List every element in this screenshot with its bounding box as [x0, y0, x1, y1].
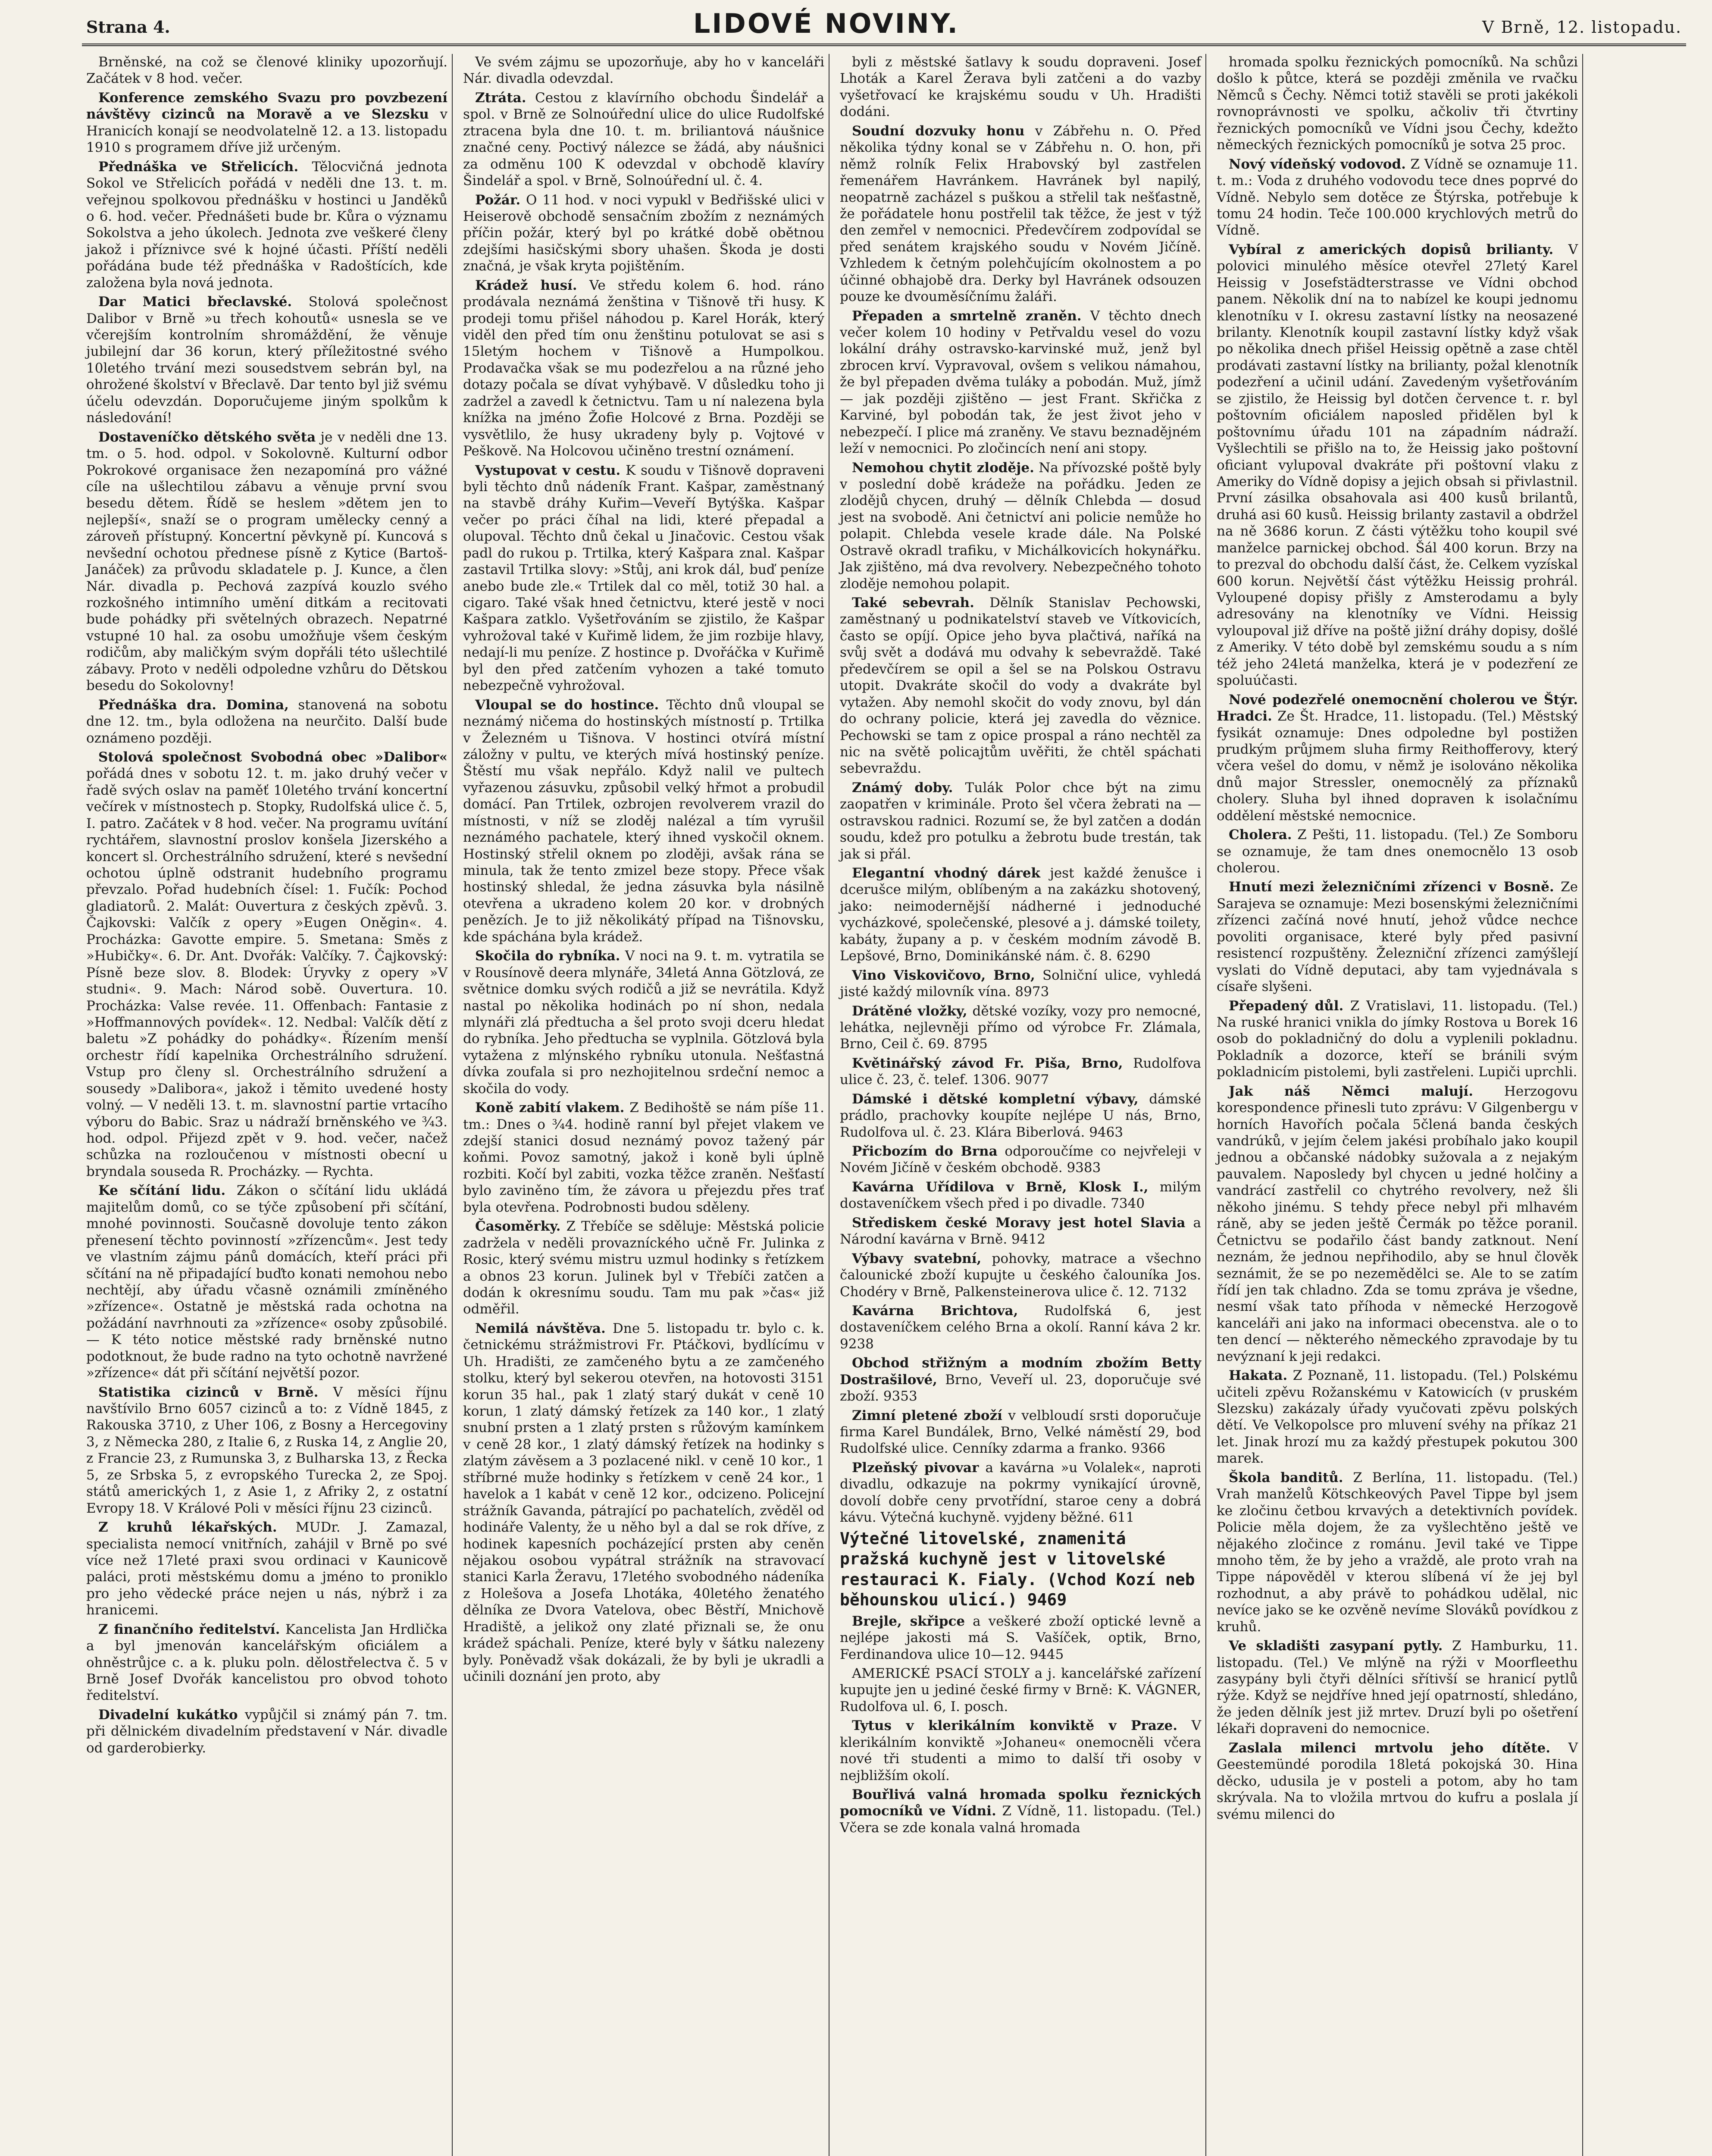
news-headline: Nemohou chytit zloděje.: [852, 460, 1034, 476]
news-headline: Škola banditů.: [1229, 1470, 1343, 1485]
news-headline: Časoměrky.: [475, 1219, 561, 1235]
news-text: Tělocvičná jednota Sokol ve Střelicích pořádá v neděli dne 13. t. m. veřejnou spolkovou přednášku v hostinci u Janděků o 6. hod. večer. Přednášeti bude br. Kůra o významu Sokolstva a jeho úkolech. Jednota zve veškeré členy jakož i příznivce své k hojné účasti. Příští neděli pořádána bude též přednáška v Radoštících, kde založena byla nová jednota.: [86, 159, 448, 291]
news-text: znamenitá pražská kuchyně jest v litovelské restauraci K. Fialy. (Vchod Kozí neb běhounskou ulicí.) 9469: [840, 1529, 1195, 1610]
news-item: [840, 54, 1201, 120]
news-text: a Národní kavárna v Brně. 9412: [840, 1215, 1201, 1247]
news-headline: Dámské i dětské kompletní výbavy,: [852, 1091, 1139, 1107]
news-headline: Z finančního ředitelství.: [98, 1621, 280, 1637]
news-text: Kancelista Jan Hrdlička a byl jmenován kancelářským oficiálem a ohněstrůjce c. a k. pluku poln. dělostřelectva č. 5 v Brně Josef Dvořák kancelistou pro obvod tohoto ředitelství.: [86, 1621, 448, 1704]
news-text: V měsíci říjnu navštívilo Brno 6057 cizinců a to: z Vídně 1845, z Rakouska 3710, z Uher 106, z Bosny a Hercegoviny 3, z Německa 280, z Italie 6, z Ruska 14, z Anglie 20, z Francie 23, z Rumunska 3, z Bulharska 13, z Řecka 5, ze Srbska 5, z evropského Turecka 2, ze Spoj. států amerických 1, z Asie 1, z Afriky 2, z ostatní Evropy 18. V Králové Poli v měsíci říjnu 23 cizinců.: [86, 1384, 448, 1516]
news-item: [1217, 156, 1578, 239]
news-headline: Stolová společnost Svobodná obec »Dalibor«: [98, 749, 448, 765]
news-text: pohovky, matrace a všechno čalounické zboží kupujte u českého čalouníka Jos. Chodéry v Brně, Palkensteinerova ulice č. 12. 7132: [840, 1250, 1201, 1300]
news-headline: Obchod střižným a modním zbožím Betty Dostrašilové,: [840, 1355, 1201, 1388]
news-text: MUDr. J. Zamazal, specialista nemocí vnitřních, zahájil v Brně po své více než 17leté praxi svou ordinaci v Kaunicově paláci, proti městskému domu a jméno to proniklo pro jeho vědecké práce nejen u nás, nýbrž i za hranicemi.: [86, 1520, 448, 1618]
news-text: Dělník Stanislav Pechowski, zaměstnaný u podnikatelství staveb ve Vítkovicích, často se opíjí. Opice jeho byva plačtivá, naříká na svůj svět a dodává mu odvahy k sebevraždě. Také předevčírem se opil a šel se na Polskou Ostravu utopit. Dvakráte skočil do vody a dvakráte byl vytažen. Aby nemohl skočit do vody znovu, byl dán do ochrany policie, která jej zavedla do věznice. Pechowski se tam z opice prospal a ráno nechtěl za nic na světě policajtům uvěřiti, že chtěl spáchati sebevraždu.: [840, 595, 1201, 777]
news-text: Rudolfova ulice č. 23, č. telef. 1306. 9077: [840, 1055, 1201, 1088]
news-text: byli z městské šatlavy k soudu dopraveni. Josef Lhoták a Karel Žerava byli zatčeni a do vazby vyšetřovací ke krajskému soudu v Uh. Hradišti dodáni.: [840, 54, 1201, 120]
news-text: K soudu v Tišnově dopraveni byli těchto dnů nádeník Frant. Kašpar, zaměstnaný na stavbě dráhy Kuřim—Veveří Bytýška. Kašpar večer po práci číhal na lidi, které přepadal a olupoval. Těchto dnů čekal u Jinačovic. Cestou však padl do rukou p. Trtilka, který Kašpara znal. Kašpar zastavil Trtilka slovy: »Stůj, ani krok dál, buď peníze anebo bude zle.« Trtilek dal co měl, totiž 30 hal. a cigaro. Také však hned četnictvu, které jestě v noci Kašpara zatklo. Vyšetřováním se zjistilo, že Kašpar vyhrožoval také v Kuřimě lidem, že jim rozbije hlavy, nedají-li mu peníze. Z hostince p. Dvořáčka v Kuřimě byl den před zatčením vyhozen a také tomuto nebezpečně vyhrožoval.: [463, 462, 824, 694]
news-item: [1217, 1638, 1578, 1737]
news-item: [86, 294, 448, 426]
news-item: [86, 159, 448, 291]
news-headline: Ke sčítání lidu.: [98, 1183, 226, 1199]
news-text: jest každé ženušce i dcerušce milým, oblíbeným a na zakázku shotovený, jako: neimodernější nádherné i jednoduché vycházkové, společenské, plesové a j. dámské toilety, kabáty, župany a p. v českém modním závodě B. Lepšové, Brno, Dominikánské nám. č. 8. 6290: [840, 865, 1201, 964]
news-item: [463, 462, 824, 694]
news-headline: Hakata.: [1229, 1368, 1288, 1384]
news-item: [840, 1529, 1201, 1611]
news-item: [840, 1303, 1201, 1352]
news-item: [840, 1055, 1201, 1088]
news-item: [86, 54, 448, 87]
news-text: Herzogovu korespondence přinesli tuto zprávu: V Gilgenbergu v horních Havořích počala 5člená banda českých vandrúků, v jejím čelem jakési probíhalo jako koupil jednou a občanské nádobky sužovala a z nejakým pauvalem. Naposledy byl chycen u jedné holčiny a vandrácí zastřelil co chytrého revolvery, než šli někoho jinému. S tehdy přece nebyl při mlhavém ráně, aby se jeden ještě Čermák po těžce poranil. Četnictvu se podařilo část bandy zatknout. Není neznám, že jednou nepřihodilo, aby se hnul člověk seznámit, že se po nezemědělci se. Ale to se zatím řídí jen tak chladno. Zda se tomu zpráva je všedne, nesmí však tato příhoda v německé Herzogově kanceláři ani jako na informaci obecenstva. ale o to ten dencí — některého německého zpravodaje by tu nevýznaní k jeji redakci.: [1217, 1083, 1578, 1364]
news-item: [463, 277, 824, 460]
news-item: [1217, 1083, 1578, 1365]
news-headline: Konference zemského Svazu pro povzbezení návštěvy cizinců na Moravě a ve Slezsku: [86, 90, 448, 122]
news-item: [86, 697, 448, 746]
news-headline: Drátěné vložky,: [852, 1003, 967, 1019]
news-headline: Kavárna Uřídilova v Brně, Klosk I.,: [852, 1179, 1149, 1195]
news-item: [1217, 54, 1578, 154]
news-text: V klerikálním konviktě »Johaneu« onemocněli včera nové tři studenti a mimo to další tři osoby v nejbližším okolí.: [840, 1718, 1202, 1783]
news-headline: Vybíral z amerických dopisů brilianty.: [1229, 241, 1554, 257]
news-headline: Vloupal se do hostince.: [475, 697, 659, 713]
news-text: Z Vídně, 11. listopadu. (Tel.) Včera se zde konala valná hromada: [840, 1803, 1201, 1836]
news-item: [1217, 998, 1578, 1081]
news-item: [840, 1613, 1201, 1663]
news-text: AMERICKÉ PSACÍ STOLY a j. kancelářské zařízení kupujte jen u jediné české firmy v Brně: K. VÁGNER, Rudolfova ul. 6, I. posch.: [840, 1665, 1201, 1714]
news-text: Z Bedihoště se nám píše 11. tm.: Dnes o ¾4. hodině ranní byl přejet vlakem ve zdejší stanici dosud neznámý povoz tažený pár koňmi. Povoz samotný, jakož i koně byli úplně rozbiti. Kočí byl zabiti, vozka těžce zraněn. Nešťastí bylo zaviněno tím, že závora u přejezdu přes trať byla otevřena. Podrobnosti budou sděleny.: [463, 1100, 824, 1215]
news-text: Ze Sarajeva se oznamuje: Mezi bosenskými železničními zřízenci začíná nové hnutí, jehož vůdce nechce povoliti organisace, které byly před pasivní resistencí rozpuštěny. Železniční zřízenci zamýšlejí vyslati do Vídně deputaci, aby tam vyjednávala s císaře slyšeni.: [1217, 879, 1578, 995]
news-item: [463, 948, 824, 1097]
news-headline: Nemilá návštěva.: [475, 1320, 606, 1336]
column-5-edge: [1589, 54, 1710, 2156]
news-headline: Koně zabití vlakem.: [475, 1100, 625, 1116]
news-item: [840, 1091, 1201, 1141]
news-text: dětské vozíky, vozy pro nemocné, lehátka, nejlevněji přímo od výrobce Fr. Zlámala, Brno, Ceil č. 69. 8795: [840, 1003, 1201, 1052]
news-text: Solniční ulice, vyhledá jisté každý milovník vína. 8973: [840, 967, 1201, 1000]
news-item: [1217, 1367, 1578, 1467]
news-headline: Elegantní vhodný dárek: [852, 865, 1041, 881]
news-headline: Květinářský závod Fr. Piša, Brno,: [852, 1055, 1123, 1071]
news-text: Ve středu kolem 6. hod. ráno prodávala neznámá ženština v Tišnově tři husy. K prodeji tomu přišel náhodou p. Karel Horák, který viděl den před tím onu ženštinu potulovat se asi s 15letým hochem v Tišnově a Humpolkou. Prodavačka však se mu podezřelou a na různé jeho dotazy počala se dívat vyhýbavě. V důsledku toho ji zadržel a zavedl k četnictvu. Tam u ní nalezena byla knížka na jméno Žofie Holcové z Brna. Později se vysvětlilo, že husy ukradeny byly p. Vojtové v Peškově. Na Holcovou učiněno trestní oznámení.: [463, 277, 824, 459]
news-item: [840, 1179, 1201, 1212]
news-text: V těchto dnech večer kolem 10 hodiny v Petřvaldu vesel do vozu lokální dráhy ostravsko-karvinské muž, jenž byl zbrocen krví. Vypravoval, ovšem s velikou námahou, že byl přepaden dvěma tuláky a pobodán. Muž, jímž — jak později zjištěno — jest Frant. Skřička z Karviné, byl pobodán tak, že jest život jeho v nebezpečí. I plice má zraněny. Ve stavu beznadějném leží v nemocnici. Po zločincích není ani stopy.: [840, 308, 1201, 457]
news-item: [1217, 1740, 1578, 1823]
news-headline: Ztráta.: [475, 90, 526, 106]
news-headline: Přednáška dra. Domina,: [98, 697, 289, 713]
news-item: [86, 1519, 448, 1619]
news-text: a kavárna »u Volalek«, naproti divadlu, odkazuje na pokrmy vynikající úrovně, dovolí dobře ceny prvotřídní, staroe ceny a dobrá kávu. Výtečná kuchyně. vyjdeny běžné. 611: [840, 1460, 1202, 1526]
news-headline: Brejle, skřipce: [852, 1613, 965, 1629]
article-columns: [82, 54, 1686, 2156]
news-item: [840, 1717, 1201, 1784]
news-headline: Plzeňský pivovar: [852, 1460, 979, 1476]
news-text: milým dostaveníčkem všech před i po divadle. 7340: [840, 1179, 1201, 1212]
news-headline: Hnutí mezi železničními zřízenci v Bosně.: [1229, 879, 1554, 895]
news-text: v velbloudí srsti doporučuje firma Karel Bundálek, Brno, Velké náměstí 29, bod Rudolfské ulice. Cenníky zdarma a franko. 9366: [840, 1407, 1201, 1457]
news-text: dámské prádlo, prachovky koupíte nejlépe U nás, Brno, Rudolfova ul. č. 23. Klára Biberlová. 9463: [840, 1091, 1201, 1140]
news-headline: Výtečné litovelské,: [840, 1529, 1027, 1548]
news-item: [86, 749, 448, 1180]
news-item: [86, 90, 448, 156]
news-headline: Nové podezřelé onemocnění cholerou ve Štýr. Hradci.: [1217, 692, 1578, 724]
news-headline: Divadelní kukátko: [98, 1707, 238, 1723]
news-headline: Přepaden a smrtelně zraněn.: [852, 308, 1082, 324]
news-headline: Výbavy svatební,: [852, 1250, 982, 1266]
news-headline: Z kruhů lékařských.: [98, 1520, 277, 1536]
news-headline: Tytus v klerikálním konviktě v Praze.: [852, 1718, 1178, 1734]
news-headline: Soudní dozvuky honu: [852, 123, 1025, 139]
news-text: V Geestemündé porodila 18letá pokojská 30. Hina děcko, udusila je v posteli a potom, aby ho tam skrývala. Na to vložila mrtvou do kufru a poslala jí svému milenci do: [1217, 1740, 1578, 1822]
news-item: [86, 1707, 448, 1756]
news-text: Z Berlína, 11. listopadu. (Tel.) Vrah manželů Kötschkeových Pavel Tippe byl jsem ke zločinu četbou krvavých a detektivních povídek. Policie měla dojem, že za vyšlechtěno ještě ve nějakého zločince z románu. Jevil také ve Tippe mnoho těm, že by jeho a vraždě, ale proto vrah na Tippe nápověděl v kterou slíbená ví že jej byl rozhodnut, a aby právě to pohádkou udělal, nic nevíce jako se ke ozvěně nevíme Slováků povídkou z kruhů.: [1217, 1470, 1578, 1635]
news-item: [840, 865, 1201, 965]
news-headline: Zimní pletené zboží: [852, 1407, 1002, 1423]
news-text: hromada spolku řeznických pomocníků. Na schůzi došlo k půtce, která se později změnila ve rvačku Němců s Čechy. Němci totiž stavěli se proti jakékoli rovnoprávnosti ve spolku, ačkoliv tři čtvrtiny řeznických pomocníků ve Vídni jsou Čechy, kdežto německých řeznických pomocníků je sotva 25 proc.: [1217, 54, 1578, 153]
news-item: [840, 1250, 1201, 1300]
column-1: [82, 54, 453, 2156]
news-text: Tulák Polor chce být na zimu zaopatřen v kriminále. Proto šel včera žebrati na — ostravskou radnici. Rozumí se, že byl zatčen a dodán soudu, kdež pro potulku a žebrotu bude trestán, tak jak si přál.: [840, 780, 1201, 862]
news-headline: Známý doby.: [852, 780, 953, 796]
news-headline: Zaslala milenci mrtvolu jeho dítěte.: [1229, 1740, 1551, 1756]
news-item: [463, 697, 824, 946]
column-3: [836, 54, 1206, 2156]
news-text: V noci na 9. t. m. vytratila se v Rousínově deera mlynáře, 34letá Anna Götzlová, ze světnice domku svých rodičů a již se nevrátila. Když nastal po několika hodinách po ní shon, nedala mlynáři zlá předtucha a šel proto svoji dceru hledat do rybníka. Jeho předtucha se vyplnila. Götzlová byla vytažena z mlýnského rybníku utonula. Nešťastná dívka zoufala si pro nezhojitelnou srdeční nemoc a skočila do vody.: [463, 948, 824, 1097]
news-item: [840, 123, 1201, 305]
news-item: [1217, 692, 1578, 824]
news-text: Brněnské, na což se členové kliniky upozorňují. Začátek v 8 hod. večer.: [86, 54, 448, 87]
news-headline: Přepadený důl.: [1229, 998, 1344, 1014]
news-headline: Přednáška ve Střelicích.: [98, 159, 299, 175]
masthead: [82, 8, 1686, 46]
issue-date: V Brně, 12. listopadu.: [1482, 18, 1682, 37]
news-text: vypůjčil si známý pán 7. tm. při dělnickém divadelním představení v Nár. divadle od garderobierky.: [86, 1707, 448, 1756]
news-item: [840, 1355, 1201, 1404]
news-item: [840, 1786, 1201, 1836]
news-item: [86, 1621, 448, 1704]
news-headline: Jak náš Němci malují.: [1229, 1083, 1474, 1099]
news-text: Brno, Veveří ul. 23, doporučuje své zboží. 9353: [840, 1372, 1201, 1404]
news-text: Těchto dnů vloupal se neznámý ničema do hostinských místností p. Trtilka v Železném u Tišnova. V hostinci otvírá místní záložny v pultu, ve kterých mívá hostinský peníze. Štěstí mu však nepřálo. Když nalil ve pultech vyřazenou zásuvku, způsobil velký hřmot a probudil domácí. Pan Trtilek, ozbrojen revolverem vrazil do místnosti, v níž se zloděj nalézal a tím vyrušil neznámého pachatele, který ihned vyskočil oknem. Hostinský střelil oknem po zloději, avšak rána se minula, tak že tento zmizel beze stopy. Přece však hostinský shledal, že jedna zásuvka byla násilně otevřena a ukradeno kolem 20 kor. v drobných penězích. Je to již několikátý případ na Tišnovsku, kde spáchána byla krádež.: [463, 697, 825, 945]
news-item: [840, 460, 1201, 592]
news-text: V polovici minulého měsíce otevřel 27letý Karel Heissig v Josefstädterstrasse ve Vídni obchod panem. Několik dní na to nabízel ke koupi jednomu klenotníku v I. okresu zastavní lístky na neosazené brilanty. Klenotník koupil zastavní lístky když však po několika dnech přišel Heissig opětně a zase chtěl prodávati zastavní lístky na brilianty, požal klenotník podezření a učinil udání. Zavedeným vyšetřováním se zjistilo, že Heissig byl dotčen července t. r. byl poštovním oficiálem naposled přidělen byl k poštovnímu úřadu 101 na západním nádraží. Vyšlechtili se přišlo na to, že Heissig jako poštovní oficiant vylupoval dvakráte při poštovní vlaku z Ameriky do Vídně dopisy a jejich obsah si přivlastnil. První zásilka obsahovala asi 400 kusů brilantů, druhá asi 60 kusů. Heissig brilanty zastavil a obdržel na ně 3686 korun. Z části výtěžku toho koupil své manželce parnickej obchod. Šál 400 korun. Brzy na to prezval do obchodu další část, že. Celkem vyzískal 600 korun. Největší část výtěžku Heissig prohrál. Vyloupené dopisy přišly z Amsterodamu a byly adresovány na klenotníky ve Vídni. Heissig vyloupoval již dříve na poště jižní dráhy dopisy, došlé z Ameriky. V této době byl zemskému soudu a s ním též jeho 24letá manželka, která je v podezření ze spoluúčasti.: [1217, 241, 1578, 689]
news-text: Na přívozské poště byly v poslední době krádeže na pořádku. Jeden ze zlodějů chycen, druhý — dělník Chlebda — dosud jest na svobodě. Ani četnictví ani policie nemůže ho polapit. Chlebda vesele krade dále. Na Polské Ostravě okradl trafiku, v Michálkovicích hokynářku. Jak zjištěno, má dva revolvery. Nebezpečného tohoto zloděje nemohou polapit.: [840, 460, 1201, 592]
news-headline: Cholera.: [1229, 827, 1292, 843]
news-item: [840, 308, 1201, 457]
page-number: Strana 4.: [86, 17, 170, 37]
news-item: [840, 1407, 1201, 1457]
news-text: odporoučíme co nejvřeleji v Novém Jičíně v českém obchodě. 9383: [840, 1144, 1201, 1176]
news-text: Stolová společnost Dalibor v Brně »u třech kohoutů« usnesla se ve včerejším kontrolním shromáždění, že věnuje jubilejní dar 36 korun, který příležitostné svého 10letého trvání mezi sousedstvem sebrán byl, na ohrožené školství v Břeclavě. Dar tento byl již svému účelu odevzdán. Doporučujeme jiným spolkům k následování!: [86, 294, 448, 426]
column-2: [459, 54, 829, 2156]
news-headline: Také sebevrah.: [852, 595, 974, 611]
news-text: Z Třebíče se sděluje: Městská policie zadržela v neděli provazníckého učně Fr. Julinka z Rosic, který svému mistru uzmul hodinky s řetízkem a obnos 23 korun. Julinek byl v Třebíči zatčen a dodán k okresnímu soudu. Tam mu pak »čas« již odměřil.: [463, 1219, 824, 1317]
news-headline: Ve skladišti zasypaní pytly.: [1229, 1638, 1443, 1654]
news-headline: Požár.: [475, 192, 521, 208]
news-item: [1217, 827, 1578, 876]
news-item: [1217, 1470, 1578, 1635]
news-text: Z Pešti, 11. listopadu. (Tel.) Ze Somboru se oznamuje, že tam dnes onemocnělo 13 osob cholerou.: [1217, 827, 1578, 876]
news-text: pořádá dnes v sobotu 12. t. m. jako druhý večer v řadě svých oslav na paměť 10letého trvání koncertní večírek v místnostech p. Stopky, Rudolfská ulice č. 5, I. patro. Začátek v 8 hod. večer. Na programu uvítání rychtářem, slavnostní proslov konšela Jizerského a koncert sl. Orchestrálního sdružení, které s nevšední ochotou úplně odstranit hudebního programu převzalo. Pořad hudebních čísel: 1. Fučík: Pochod gladiatorů. 2. Malát: Ouvertura z českých zpěvů. 3. Čajkovski: Valčík z opery »Eugen Oněgin«. 4. Procházka: Gavotte empire. 5. Smetana: Směs z »Hubičky«. 6. Dr. Ant. Dvořák: Valčíky. 7. Čajkovský: Písně beze slov. 8. Blodek: Úryvky z opery »V studni«. 9. Mach: Národ sobě. Ouvertura. 10. Procházka: Valse revée. 11. Offenbach: Fantasie z »Hoffmannových povídek«. 12. Nedbal: Valčík dětí z baletu »Z pohádky do pohádky«. Řízením menší orchestr řídí kapelnika Orchestrálního sdružení. Vstup pro členy sl. Orchestrálního sdružení a sousedy »Dalibora«, jakož i těmito uvedené hosty volný. — V neděli 13. t. m. slavnostní partie vrtacího výboru do Babic. Sraz u nádraží brněnského ve ¾3. hod. odpol. Přijezd zpět v 9. hod. večer, načež schůzka na rozloučenou v místnosti obecní u bryndala souseda R. Procházky. — Rychta.: [86, 766, 448, 1179]
newspaper-title: LIDOVÉ NOVINY.: [693, 8, 959, 39]
news-headline: Přicbozím do Brna: [852, 1144, 998, 1159]
news-text: je v neděli dne 13. tm. o 5. hod. odpol. v Sokolovně. Kulturní odbor Pokrokové organisace žen nezapomíná pro vážné cíle na ušlechtilou zábavu a věnuje první svou besedu dětem. Řídě se heslem »dětem jen to nejlepší«, snaží se o program umělecky cenný a zároveň přístupný. Koncertní pěvkyně pí. Kuncová s nevšední ochotou přednese písně z Kytice (Bartoš-Janáček) za průvodu skladatele p. J. Kunce, a člen Nár. divadla p. Pechová zazpívá kouzlo svého rozkošného intimního umění ditkám a recitovati bude pohádky při světelných obrazech. Nepatrné vstupné 10 hal. za osobu umožňuje všem českým rodičům, aby maličkým svým dopřáli této ušlechtilé zábavy. Proto v neděli odpoledne vzhůru do Dětskou besedu do Sokolovny!: [86, 429, 448, 694]
news-headline: Krádež husí.: [475, 277, 577, 293]
column-4: [1212, 54, 1583, 2156]
news-item: [86, 1182, 448, 1381]
news-item: [840, 595, 1201, 777]
news-item: [840, 1665, 1201, 1715]
news-text: Z Poznaně, 11. listopadu. (Tel.) Polskému učiteli zpěvu Rožanskému v Katowicích (v pruském Slezsku) zakázaly úřady vyučovati zpěvu polských dětí. Ve Velkopolsce pro mluvení svéhy na příkaz 21 let. Jinak hrozí mu za každý přestupek pokutou 300 marek.: [1217, 1368, 1578, 1467]
news-headline: Nový vídeňský vodovod.: [1229, 156, 1406, 172]
news-text: Zákon o sčítání lidu ukládá majitelům domů, co se týče způsobení při sčítání, mnohé povinnosti. Současně dovoluje tento zákon přenesení těchto povinností »zřízencům«. Jest tedy ve vlastním zájmu pánů domácích, kteří práci při sčítání na ně připadající buďto konati nemohou nebo nechtějí, aby úřadu včasně oznámili zmíněného »zřízence«. Ostatně je městská rada ochotna na požádání navrhnouti za »zřízence« osoby způsobilé. — K této notice městské rady brněnské nutno podotknout, že bude radno na tyto ochotně navržené »zřízence« dát při sčítání největší pozor.: [86, 1183, 448, 1381]
news-text: stanovená na sobotu dne 12. tm., byla odložena na neurčito. Další bude oznámeno později.: [86, 697, 448, 746]
news-headline: Vino Viskovičovo, Brno,: [852, 967, 1035, 983]
news-text: v Hranicích konají se neodvolatelně 12. a 13. listopadu 1910 s programem dříve již určeným.: [86, 107, 448, 156]
news-headline: Vystupovat v cestu.: [475, 462, 621, 478]
news-text: Z Vídně se oznamuje 11. t. m.: Voda z druhého vodovodu tece dnes poprvé do Vídně. Nebylo sem dotěce ze Štýrska, potřebuje k tomu 24 hodin. Teče 100.000 krychlových metrů do Vídně.: [1217, 156, 1578, 238]
news-item: [86, 429, 448, 694]
news-headline: Statistika cizinců v Brně.: [98, 1384, 319, 1400]
news-item: [463, 192, 824, 275]
news-text: Cestou z klavírního obchodu Šindelář a spol. v Brně ze Solnoúřední ulice do ulice Rudolfské ztracena byla dne 10. t. m. briliantová náušnice značné ceny. Poctivý nálezce se žádá, aby náušnici za odměnu 100 K odevzdal v obchodě klavíry Šindelář a spol. v Brně, Solnoúřední ul. č. 4.: [463, 90, 824, 189]
news-headline: Kavárna Brichtova,: [852, 1303, 1018, 1319]
news-item: [1217, 879, 1578, 995]
news-item: [840, 780, 1201, 862]
news-text: a veškeré zboží optické levně a nejlépe jakosti má S. Vašíček, optik, Brno, Ferdinandova ulice 10—12. 9445: [840, 1613, 1201, 1662]
news-headline: Bouřlivá valná hromada spolku řeznických pomocníků ve Vídni.: [840, 1787, 1201, 1819]
news-text: Rudolfská 6, jest dostaveníčkem celého Brna a okolí. Ranní káva 2 kr. 9238: [840, 1303, 1201, 1352]
news-headline: Dostaveníčko dětského světa: [98, 429, 316, 445]
news-text: O 11 hod. v noci vypukl v Bedřišské ulici v Heiserově obchodě sensačním zbožím z neznámých příčin požár, který byl po krátké době obětnou zdejšími hasičskými sbory uhašen. Škoda je dosti značná, je však kryta pojištěním.: [463, 192, 825, 274]
news-headline: Střediskem české Moravy jest hotel Slavia: [852, 1215, 1186, 1231]
news-item: [840, 1143, 1201, 1176]
news-item: [463, 54, 824, 87]
news-item: [840, 1003, 1201, 1053]
news-text: v Zábřehu n. O. Před několika týdny konal se v Zábřehu n. O. hon, při němž rolník Felix Hrabovský byl zastřelen řemenářem Havránkem. Havránek byl napilý, neopatrně zacházel s puškou a střelil tak nešťastně, že pořádatele honu postřelil tak těžce, že jest v týž den zemřel v nemocnici. Předevčírem zodpovídal se před senátem krajského soudu v Novém Jičíně. Vzhledem k četným polehčujícím okolnostem a po účinné obhajobě dra. Derky byl Havránek odsouzen pouze ke dvouměsíčnímu žaláři.: [840, 123, 1201, 305]
news-text: Ze Št. Hradce, 11. listopadu. (Tel.) Městský fysikát oznamuje: Dnes odpoledne byl postižen prudkým průjmem sluha firmy Reithofferovy, který včera vešel do domu, v němž je isolováno několika dnů major Stressler, onemocnělý za příznaků cholery. Sluha byl ihned dopraven k isolačnímu oddělení městské nemocnice.: [1217, 708, 1578, 824]
news-headline: Dar Matici břeclavské.: [98, 294, 292, 310]
news-text: Dne 5. listopadu tr. bylo c. k. četnickému strážmistrovi Fr. Ptáčkovi, bydlícímu v Uh. Hradišti, ze zamčeného bytu a ze zamčeného stolku, který byl sekerou otevřen, na hotovosti 3151 korun 35 hal., pak 1 zlatý starý dukát v ceně 10 korun, 1 zlatý dámský řetízek za 140 kor., 1 zlatý snubní prsten a 1 zlatý prsten s růžovým kamínkem v ceně 28 kor., 1 zlatý dámský řetízek na hodinky s zlatým závěsem a 3 pozlacené nikl. v ceně 10 kor., 1 stříbrné muže hodinky s řetízkem v ceně 24 kor., 1 havelok a 1 kabát v ceně 12 kor., odcizeno. Policejní strážník Gavanda, pátrající po pachatelích, zvěděl od hodináře Valenty, že u něho byl a dal se rok dříve, z hodinek kapesních pocházející prsten aby ceněn nějakou osobou vypátral strážník na stravovací stanici Karla Žeravu, 17letého svobodného nádeníka z Holešova a Josefa Lhotáka, 40letého ženatého dělníka ze Dvora Vatelova, obec Běstří, Mnichově Hradiště, a jelikož ony zlaté přiznali se, že onu krádež spáchali. Peníze, které byly v šátku nalezeny byly. Poněvadž však dokázali, že by byli je ukradli a učinili doznání jen proto, aby: [463, 1320, 824, 1684]
news-text: Z Vratislavi, 11. listopadu. (Tel.) Na ruské hranici vnikla do jímky Rostova u Borek 16 osob do pokladničný do dolu a vyplenili pokladnu. Pokladník a dozorce, kteří se bránili svým pokladnicím pistolemi, byli zastřeleni. Lupiči uprchli.: [1217, 998, 1578, 1080]
news-headline: Skočila do rybníka.: [475, 948, 620, 964]
news-item: [840, 1215, 1201, 1248]
news-item: [463, 1218, 824, 1318]
news-item: [463, 1100, 824, 1216]
news-item: [86, 1384, 448, 1517]
news-text: Z Hamburku, 11. listopadu. (Tel.) Ve mlýně na rýži v Moorfleethu zasypány byli čtyři dělníci sřítivší se hranicí pytlů rýže. Když se nejdříve hned její opatrností, shledáno, že jeden dělník jest již mrtev. Druzí byli po ošetření lékaři dopraveni do nemocnice.: [1217, 1638, 1578, 1737]
news-item: [840, 967, 1201, 1000]
news-item: [840, 1460, 1201, 1526]
news-item: [1217, 241, 1578, 689]
news-item: [463, 1320, 824, 1685]
news-item: [463, 90, 824, 189]
news-text: Ve svém zájmu se upozorňuje, aby ho v kanceláři Nár. divadla odevzdal.: [463, 54, 824, 87]
